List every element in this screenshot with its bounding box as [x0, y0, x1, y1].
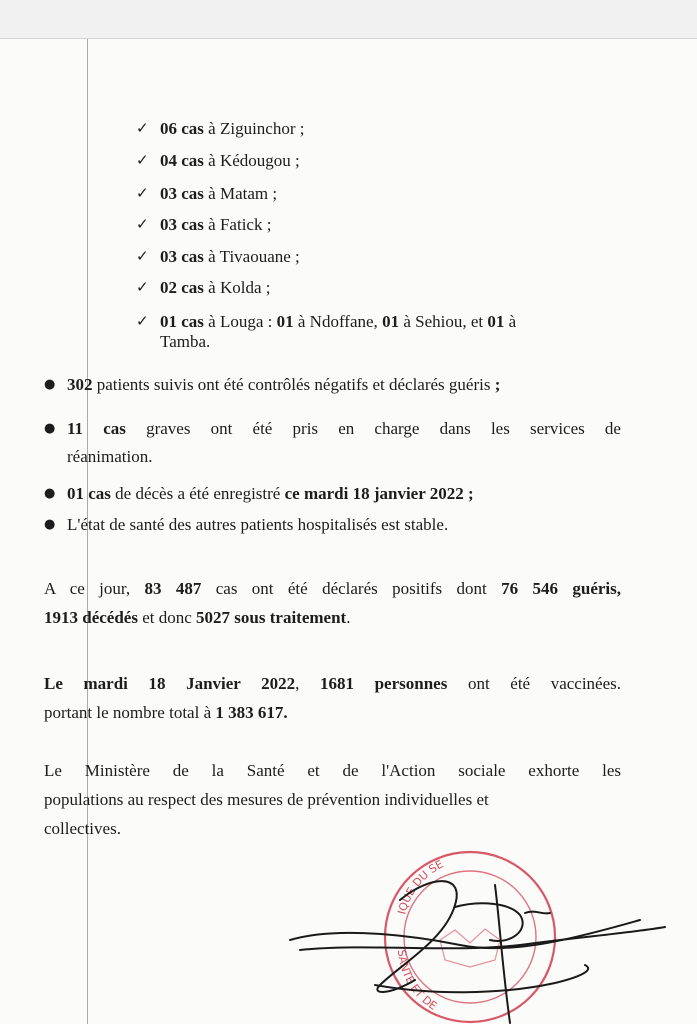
list-item: 02 cas à Kolda ; [160, 278, 271, 297]
list-item: 03 cas à Fatick ; [160, 215, 272, 234]
handwritten-signature [290, 881, 665, 1023]
bullet-item-stable: L'état de santé des autres patients hospitalisés est stable. [67, 515, 449, 534]
bullet-item-death: 01 cas de décès a été enregistré ce mardi 18 janvier 2022 ; [67, 484, 474, 503]
checkmark-icon: ✓ [136, 119, 149, 137]
checkmark-icon: ✓ [136, 215, 149, 233]
checkmark-icon: ✓ [136, 184, 149, 202]
checkmark-icon: ✓ [136, 278, 149, 296]
list-item: 04 cas à Kédougou ; [160, 151, 300, 170]
stamp-top-text: IQUE DU SE [395, 857, 446, 916]
bullet-icon: ● [44, 517, 56, 532]
bullet-icon: ● [44, 486, 56, 501]
summary-line-2: 1913 décédés et donc 5027 sous traitement. [44, 608, 351, 627]
closing-line-1: Le Ministère de la Santé et de l'Action sociale exhorte les [44, 761, 621, 780]
official-stamp [280, 845, 680, 1024]
list-item-continuation: Tamba. [160, 332, 211, 351]
bullet-icon: ● [44, 377, 56, 392]
viewer-top-bar [0, 0, 697, 39]
list-item: 06 cas à Ziguinchor ; [160, 119, 305, 138]
vaccination-line-2: portant le nombre total à 1 383 617. [44, 703, 288, 722]
checkmark-icon: ✓ [136, 312, 149, 330]
list-item: 03 cas à Matam ; [160, 184, 278, 203]
list-item: 01 cas à Louga : 01 à Ndoffane, 01 à Sehiou, et 01 à [160, 312, 517, 331]
stamp-bottom-text: SANTE ET DE [394, 949, 440, 1013]
closing-line-3: collectives. [44, 819, 121, 838]
list-item: 03 cas à Tivaouane ; [160, 247, 300, 266]
bullet-item-severe-continuation: réanimation. [67, 447, 153, 466]
bullet-item-severe: 11 cas graves ont été pris en charge dans les services de [67, 419, 621, 438]
bullet-item-recovered: 302 patients suivis ont été contrôlés négatifs et déclarés guéris ; [67, 375, 501, 394]
bullet-icon: ● [44, 421, 56, 436]
checkmark-icon: ✓ [136, 151, 149, 169]
stamp-and-signature [280, 845, 680, 1024]
checkmark-icon: ✓ [136, 247, 149, 265]
closing-line-2: populations au respect des mesures de prévention individuelles et [44, 790, 489, 809]
summary-line-1: A ce jour, 83 487 cas ont été déclarés positifs dont 76 546 guéris, [44, 579, 622, 598]
vaccination-line-1: Le mardi 18 Janvier 2022, 1681 personnes ont été vaccinées. [44, 674, 622, 693]
